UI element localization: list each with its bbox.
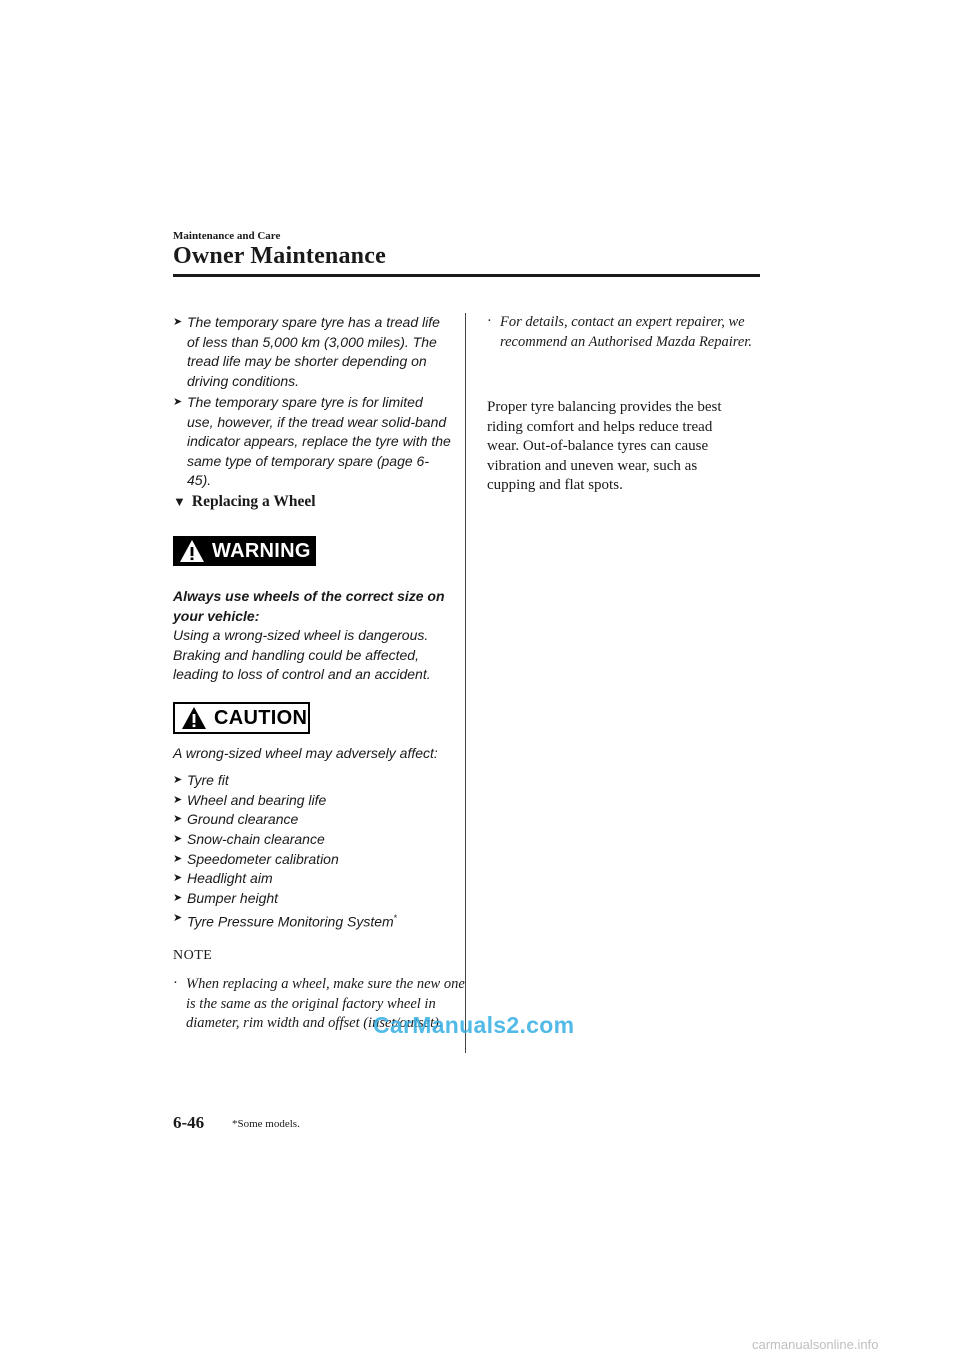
list-item: ➤ Speedometer calibration <box>173 850 453 870</box>
arrow-bullet-icon: ➤ <box>173 396 183 408</box>
note-item: · For details, contact an expert repairer, we recommend an Authorised Mazda Repairer. <box>487 313 752 350</box>
caution-list <box>173 771 453 932</box>
list-item: ➤ Bumper height <box>173 889 453 909</box>
page-title: Owner Maintenance <box>173 243 386 269</box>
arrow-bullet-icon: ➤ <box>173 852 183 865</box>
arrow-bullet-icon: ➤ <box>173 911 183 924</box>
arrow-bullet-icon: ➤ <box>173 793 183 806</box>
spare-tyre-notes <box>173 313 451 493</box>
page-number: 6-46 <box>173 1113 205 1132</box>
header-rule <box>173 274 760 277</box>
list-item: ➤ The temporary spare tyre is for limited use, however, if the tread wear solid-band indicator appears, replace the tyre with the same type of temporary spare (page 6-45). <box>173 394 451 488</box>
warning-lead: Always use wheels of the correct size on your vehicle: <box>173 588 445 624</box>
list-item: ➤ Tyre Pressure Monitoring System* <box>173 909 453 932</box>
warning-text <box>173 587 453 685</box>
note-label: NOTE <box>173 948 213 963</box>
list-item: ➤ Headlight aim <box>173 869 453 889</box>
warning-badge: WARNING <box>173 536 316 566</box>
list-item: ➤ Ground clearance <box>173 810 453 830</box>
some-models-mark: * <box>393 912 398 923</box>
warning-triangle-icon <box>179 539 205 563</box>
arrow-bullet-icon: ➤ <box>173 813 183 826</box>
list-item: ➤ Snow-chain clearance <box>173 830 453 850</box>
arrow-bullet-icon: ➤ <box>173 316 183 328</box>
caution-intro: A wrong-sized wheel may adversely affect: <box>173 745 438 761</box>
arrow-bullet-icon: ➤ <box>173 833 183 846</box>
list-item: ➤ Wheel and bearing life <box>173 791 453 811</box>
arrow-bullet-icon: ➤ <box>173 774 183 786</box>
watermark: CarManuals2.com <box>373 1012 575 1038</box>
section-label: Maintenance and Care <box>173 230 281 242</box>
list-item: ➤ Tyre fit <box>173 771 453 791</box>
note-item: · When replacing a wheel, make sure the new one is the same as the original factory wheel in diameter, rim width and offset (inset/outset). <box>173 975 465 1031</box>
caution-triangle-icon <box>181 706 207 730</box>
section-heading: ▼ Replacing a Wheel <box>173 493 316 510</box>
footnote: *Some models. <box>232 1118 300 1130</box>
dot-bullet-icon: · <box>173 975 178 991</box>
arrow-bullet-icon: ➤ <box>173 872 183 885</box>
caution-badge: CAUTION <box>173 702 310 734</box>
dot-bullet-icon: · <box>487 313 492 329</box>
column-divider <box>465 313 466 1053</box>
warning-body: Using a wrong-sized wheel is dangerous. Braking and handling could be affected, leading to loss of control and an accident. <box>173 627 431 682</box>
tyre-balancing-text: Proper tyre balancing provides the best riding comfort and helps reduce tread wear. Out-of-balance tyres can cause vibration and uneven wear, such as cupping and flat spots. <box>487 399 722 493</box>
arrow-bullet-icon: ➤ <box>173 892 183 905</box>
site-watermark: carmanualsonline.info <box>752 1337 879 1352</box>
triangle-down-icon: ▼ <box>173 494 186 509</box>
list-item: ➤ The temporary spare tyre has a tread life of less than 5,000 km (3,000 miles). The tread life may be shorter depending on driving conditions. <box>173 314 440 389</box>
